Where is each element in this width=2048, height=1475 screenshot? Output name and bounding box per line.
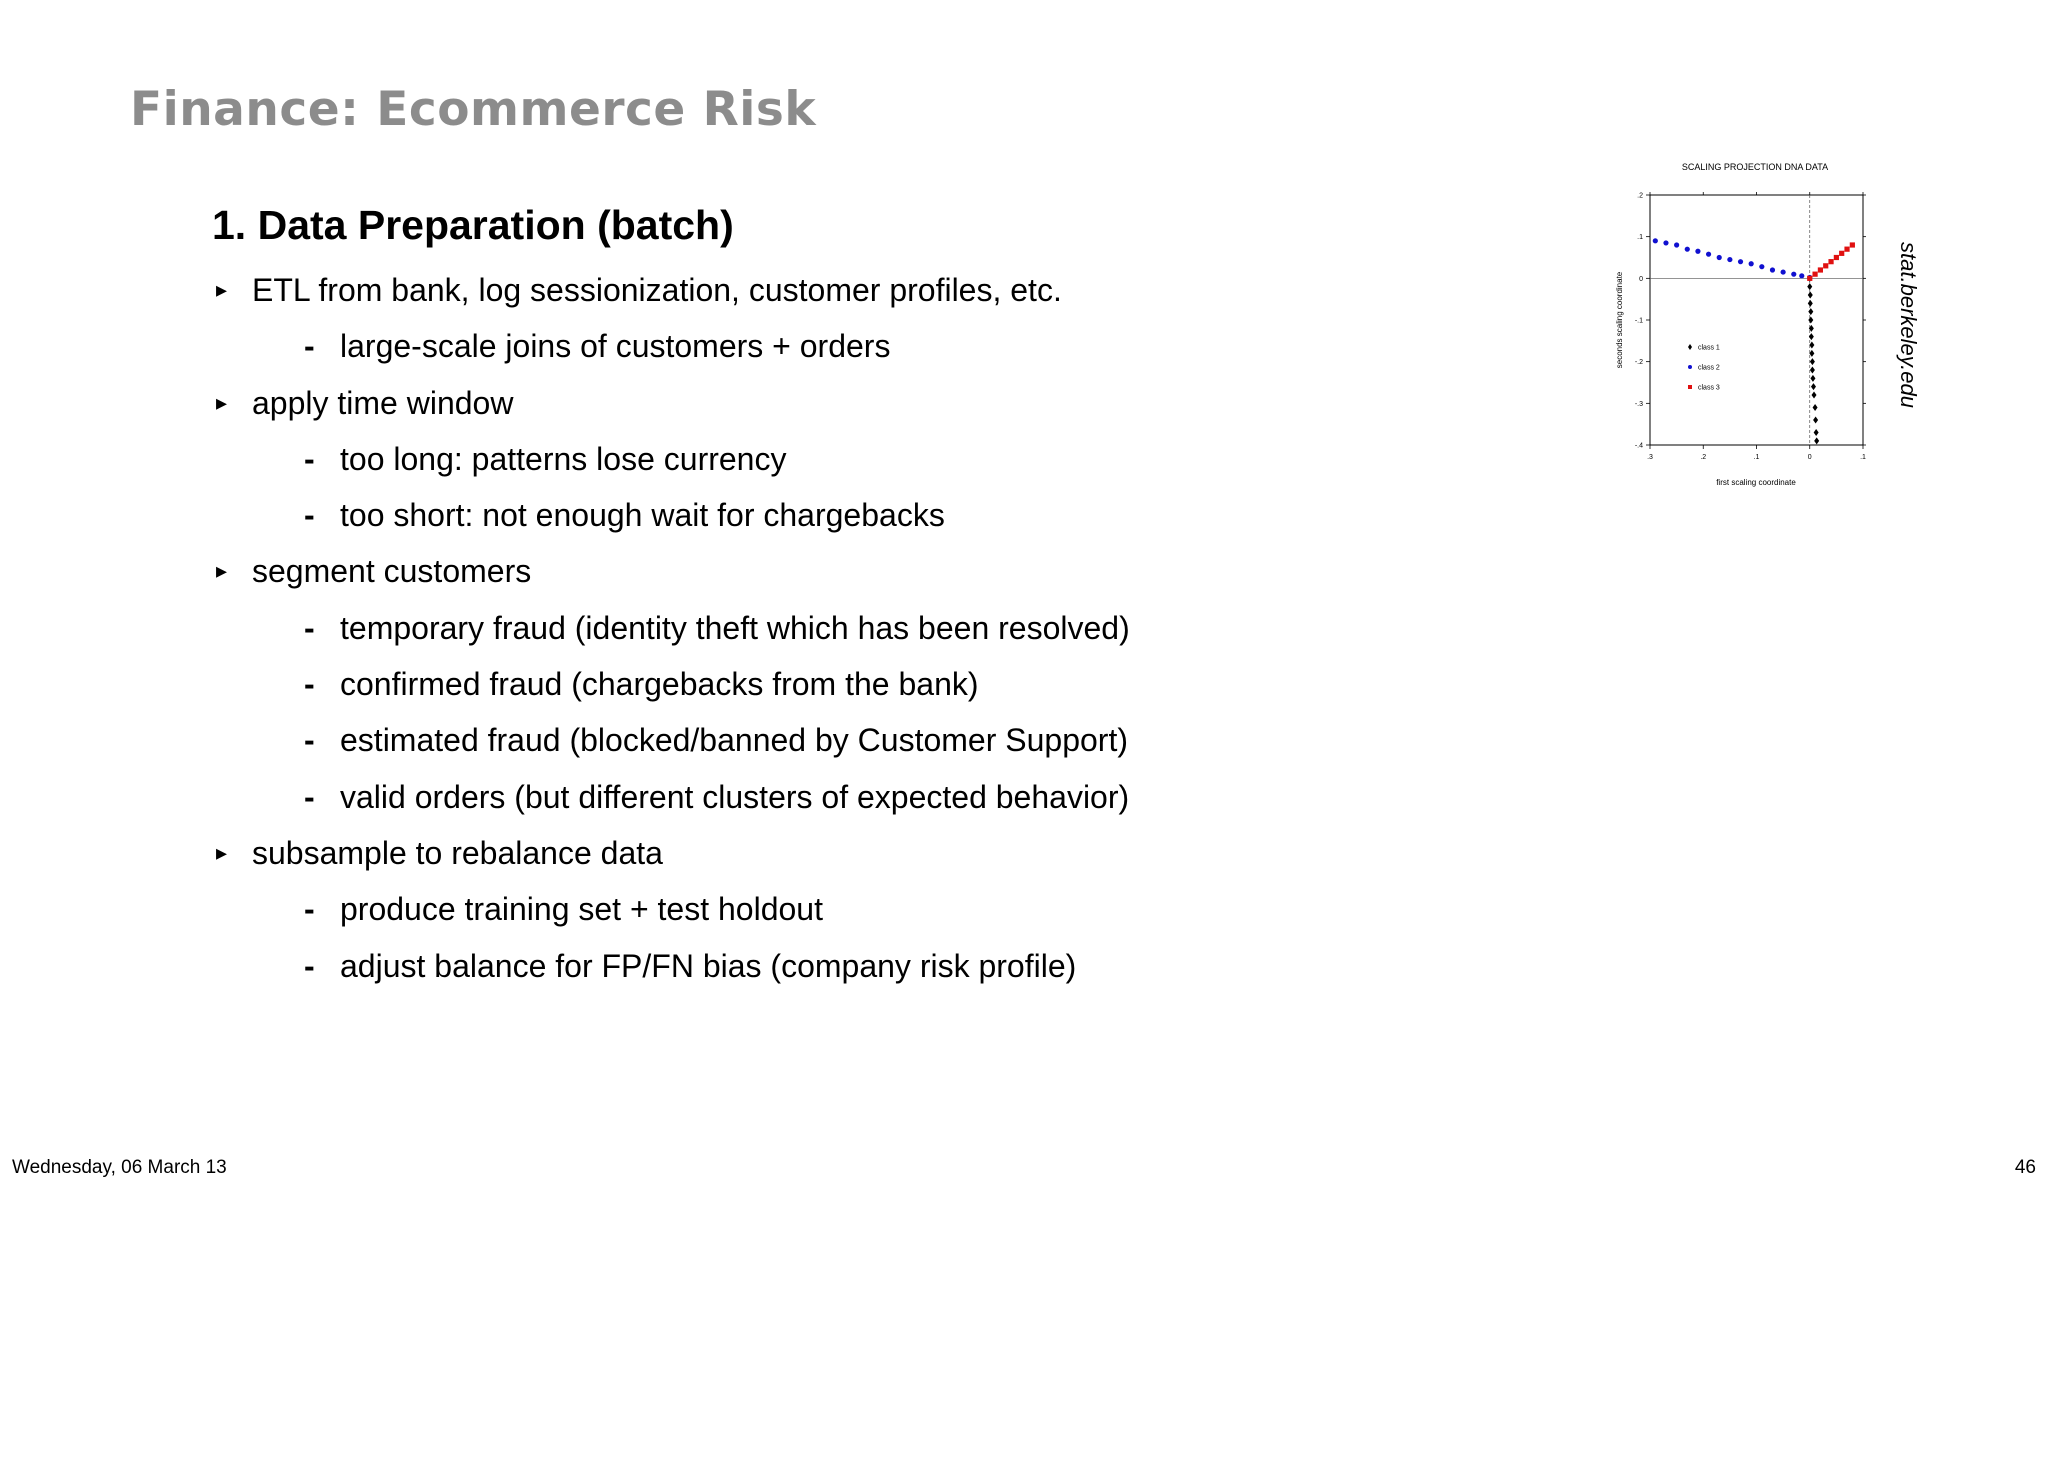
triangle-bullet-icon: ▸ xyxy=(216,277,228,302)
triangle-bullet-icon: ▸ xyxy=(216,839,228,865)
triangle-bullet-icon: ▸ xyxy=(216,558,228,584)
data-point-class-1 xyxy=(1808,300,1813,307)
data-point-class-3 xyxy=(1844,247,1849,252)
bullet-text: ETL from bank, log sessionization, customer profiles, etc. xyxy=(252,272,1062,308)
sub-bullet-item xyxy=(212,712,1312,768)
chart-title: SCALING PROJECTION DNA DATA xyxy=(1681,162,1829,172)
bullet-text: estimated fraud (blocked/banned by Customer Support) xyxy=(340,722,1128,759)
data-point-class-1 xyxy=(1808,308,1813,315)
data-point-class-2 xyxy=(1695,249,1700,254)
data-point-class-1 xyxy=(1808,317,1813,324)
legend-label: class 2 xyxy=(1698,364,1720,372)
data-point-class-3 xyxy=(1839,251,1844,256)
data-point-class-1 xyxy=(1814,437,1819,444)
bullet-list xyxy=(212,262,1312,994)
data-point-class-1 xyxy=(1809,333,1814,340)
legend-marker-class-1 xyxy=(1688,344,1692,350)
bullet-text: confirmed fraud (chargebacks from the bank) xyxy=(340,666,979,703)
dash-bullet-icon: - xyxy=(304,609,315,646)
legend-label: class 1 xyxy=(1698,344,1720,352)
y-tick-label: 0 xyxy=(1639,275,1643,283)
sub-bullet-item xyxy=(212,656,1312,712)
data-point-class-1 xyxy=(1814,429,1819,436)
plot-frame xyxy=(1650,195,1863,445)
data-point-class-2 xyxy=(1749,261,1754,266)
bullet-text: valid orders (but different clusters of expected behavior) xyxy=(340,778,1130,815)
data-point-class-1 xyxy=(1809,342,1814,349)
y-tick-label: -.3 xyxy=(1634,400,1643,408)
bullet-item xyxy=(212,825,1312,881)
footer-date: Wednesday, 06 March 13 xyxy=(12,1157,227,1178)
slide-title: Finance: Ecommerce Risk xyxy=(130,82,817,137)
data-point-class-1 xyxy=(1812,392,1817,399)
data-point-class-2 xyxy=(1653,238,1658,243)
sub-bullet-item xyxy=(212,938,1312,994)
y-tick-label: .1 xyxy=(1637,234,1643,242)
bullet-text: segment customers xyxy=(252,553,532,590)
dash-bullet-icon: - xyxy=(304,891,315,928)
data-point-class-1 xyxy=(1813,417,1818,424)
y-tick-label: .2 xyxy=(1637,192,1643,200)
legend-marker-class-3 xyxy=(1688,385,1692,389)
bullet-text: temporary fraud (identity theft which has been resolved) xyxy=(340,609,1130,646)
x-tick-label: 0 xyxy=(1807,454,1812,461)
x-tick-label: .3 xyxy=(1647,454,1653,461)
dash-bullet-icon: - xyxy=(304,497,315,534)
bullet-text: adjust balance for FP/FN bias (company risk profile) xyxy=(340,947,1077,984)
data-point-class-2 xyxy=(1685,247,1690,252)
data-point-class-2 xyxy=(1727,257,1732,262)
dash-bullet-icon: - xyxy=(304,722,315,759)
bullet-text: apply time window xyxy=(252,384,514,421)
y-tick-label: -.2 xyxy=(1634,359,1643,367)
dash-bullet-icon: - xyxy=(304,440,315,477)
dash-bullet-icon: - xyxy=(304,328,315,365)
dash-bullet-icon: - xyxy=(304,778,315,815)
data-point-class-3 xyxy=(1850,242,1855,247)
data-point-class-1 xyxy=(1813,404,1818,411)
data-point-class-3 xyxy=(1828,259,1833,264)
data-point-class-1 xyxy=(1810,375,1815,382)
data-point-class-3 xyxy=(1807,276,1812,281)
x-tick-label: .2 xyxy=(1700,454,1707,461)
dash-bullet-icon: - xyxy=(304,666,315,703)
y-axis-label: seconds scaling coordinate xyxy=(1615,271,1624,369)
data-point-class-2 xyxy=(1738,259,1743,264)
sub-bullet-item xyxy=(212,318,1312,374)
data-point-class-1 xyxy=(1809,350,1814,357)
y-tick-label: -.1 xyxy=(1634,317,1643,325)
x-tick-label: .1 xyxy=(1753,454,1760,461)
x-axis-label: first scaling coordinate xyxy=(1716,478,1796,487)
data-point-class-2 xyxy=(1706,252,1711,257)
data-point-class-2 xyxy=(1799,273,1804,278)
legend-label: class 3 xyxy=(1698,384,1720,392)
source-credit xyxy=(1888,242,1928,408)
source-credit-text: stat.berkeley.edu xyxy=(1896,242,1921,408)
data-point-class-3 xyxy=(1812,272,1817,277)
data-point-class-3 xyxy=(1823,263,1828,268)
data-point-class-2 xyxy=(1674,242,1679,247)
data-point-class-2 xyxy=(1781,269,1786,274)
triangle-bullet-icon: ▸ xyxy=(216,389,228,415)
legend-marker-class-2 xyxy=(1688,365,1692,369)
bullet-item xyxy=(212,262,1312,318)
bullet-item xyxy=(212,375,1312,431)
data-point-class-1 xyxy=(1807,283,1812,290)
data-point-class-1 xyxy=(1811,383,1816,390)
data-point-class-3 xyxy=(1834,255,1839,260)
y-tick-label: -.4 xyxy=(1634,442,1643,450)
bullet-text: too long: patterns lose currency xyxy=(340,440,787,477)
page-number: 46 xyxy=(2014,1157,2036,1178)
data-point-class-1 xyxy=(1808,292,1813,299)
data-point-class-2 xyxy=(1770,267,1775,272)
data-point-class-1 xyxy=(1810,358,1815,365)
bullet-text: large-scale joins of customers + orders xyxy=(340,328,891,365)
data-point-class-2 xyxy=(1663,240,1668,245)
sub-bullet-item xyxy=(212,431,1312,487)
dash-bullet-icon: - xyxy=(304,947,315,984)
bullet-text: too short: not enough wait for chargebacks xyxy=(340,497,945,534)
bullet-text: subsample to rebalance data xyxy=(252,834,663,871)
x-tick-label: .1 xyxy=(1860,454,1866,461)
sub-bullet-item xyxy=(212,769,1312,825)
sub-bullet-item xyxy=(212,487,1312,543)
sub-bullet-item xyxy=(212,600,1312,656)
sub-bullet-item xyxy=(212,881,1312,937)
scatter-chart xyxy=(1610,155,1880,495)
bullet-text: produce training set + test holdout xyxy=(340,891,823,928)
bullet-item xyxy=(212,543,1312,599)
data-point-class-2 xyxy=(1759,264,1764,269)
data-point-class-1 xyxy=(1810,367,1815,374)
data-point-class-3 xyxy=(1818,267,1823,272)
data-point-class-2 xyxy=(1791,272,1796,277)
data-point-class-2 xyxy=(1717,255,1722,260)
section-heading: 1. Data Preparation (batch) xyxy=(212,202,734,248)
